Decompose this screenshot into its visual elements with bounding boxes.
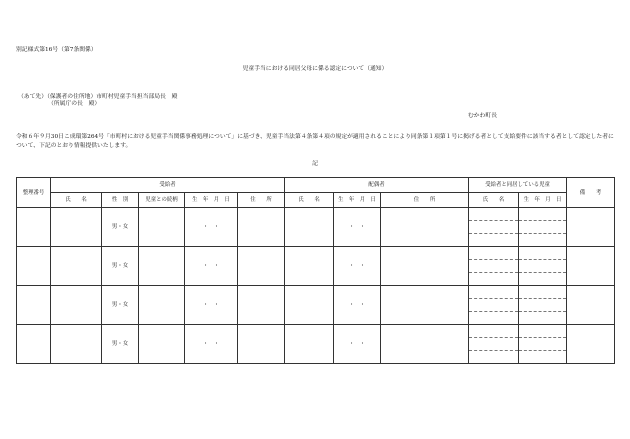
- spouse-name-cell[interactable]: [285, 208, 334, 247]
- header-child-name: 氏 名: [469, 193, 519, 208]
- header-spouse-dob: 生 年 月 日: [334, 193, 381, 208]
- recipient-address-cell[interactable]: [238, 286, 285, 325]
- header-child-dob: 生 年 月 日: [519, 193, 567, 208]
- spouse-dob-cell[interactable]: ・ ・: [334, 247, 381, 286]
- spouse-address-cell[interactable]: [381, 247, 469, 286]
- spouse-dob-cell[interactable]: ・ ・: [334, 286, 381, 325]
- recipient-dob-cell[interactable]: ・ ・: [185, 208, 238, 247]
- header-spouse-address: 住 所: [381, 193, 469, 208]
- recipient-dob-cell[interactable]: ・ ・: [185, 247, 238, 286]
- relation-cell[interactable]: [139, 286, 185, 325]
- child-dob-cell[interactable]: [519, 247, 567, 286]
- seiri-number-cell[interactable]: [17, 247, 51, 286]
- addressee-alt-line: （所属庁の長 殿）: [48, 101, 101, 107]
- header-recipient-group: 受給者: [51, 178, 285, 193]
- header-children-group: 受給者と同居している児童: [469, 178, 567, 193]
- notice-body-text: 令和６年９月30日こ成環第264号「市町村における児童手当関係事務処理について」に基づき、児童手当法第４条第４項の規定が適用されることにより同条第１項第１号に掲げる者として支給要件に該当する者として認定した者について、下記のとおり情報提供いたします。: [16, 134, 614, 149]
- child-dob-cell[interactable]: [519, 325, 567, 364]
- child-dob-cell[interactable]: [519, 208, 567, 247]
- remarks-cell[interactable]: [567, 325, 615, 364]
- header-recipient-name: 氏 名: [51, 193, 102, 208]
- header-recipient-relation: 児童との続柄: [139, 193, 185, 208]
- remarks-cell[interactable]: [567, 208, 615, 247]
- recipient-address-cell[interactable]: [238, 325, 285, 364]
- gender-cell[interactable]: 男・女: [102, 247, 139, 286]
- header-spouse-group: 配偶者: [285, 178, 469, 193]
- relation-cell[interactable]: [139, 208, 185, 247]
- spouse-address-cell[interactable]: [381, 208, 469, 247]
- recipient-name-cell[interactable]: [51, 286, 102, 325]
- gender-cell[interactable]: 男・女: [102, 208, 139, 247]
- child-name-cell[interactable]: [469, 286, 519, 325]
- spouse-address-cell[interactable]: [381, 325, 469, 364]
- spouse-name-cell[interactable]: [285, 247, 334, 286]
- child-name-cell[interactable]: [469, 208, 519, 247]
- spouse-name-cell[interactable]: [285, 325, 334, 364]
- seiri-number-cell[interactable]: [17, 286, 51, 325]
- child-name-cell[interactable]: [469, 247, 519, 286]
- form-number-label: 別記様式第16号（第7条関係）: [16, 47, 97, 53]
- spouse-name-cell[interactable]: [285, 286, 334, 325]
- recipient-name-cell[interactable]: [51, 325, 102, 364]
- recipient-dob-cell[interactable]: ・ ・: [185, 325, 238, 364]
- child-name-cell[interactable]: [469, 325, 519, 364]
- recipient-dob-cell[interactable]: ・ ・: [185, 286, 238, 325]
- gender-cell[interactable]: 男・女: [102, 325, 139, 364]
- remarks-cell[interactable]: [567, 247, 615, 286]
- document-title: 児童手当における同居父母に係る認定について（通知）: [242, 66, 388, 72]
- header-seiri-number: 整理番号: [17, 178, 51, 208]
- seiri-number-cell[interactable]: [17, 208, 51, 247]
- table-row: [17, 208, 615, 247]
- seiri-number-cell[interactable]: [17, 325, 51, 364]
- spouse-dob-cell[interactable]: ・ ・: [334, 325, 381, 364]
- header-recipient-address: 住 所: [238, 193, 285, 208]
- header-recipient-gender: 性 別: [102, 193, 139, 208]
- table-row: [17, 286, 615, 325]
- gender-cell[interactable]: 男・女: [102, 286, 139, 325]
- header-spouse-name: 氏 名: [285, 193, 334, 208]
- table-row: [17, 325, 615, 364]
- relation-cell[interactable]: [139, 247, 185, 286]
- remarks-cell[interactable]: [567, 286, 615, 325]
- table-row: [17, 247, 615, 286]
- header-remarks: 備 考: [567, 178, 615, 208]
- spouse-address-cell[interactable]: [381, 286, 469, 325]
- spouse-dob-cell[interactable]: ・ ・: [334, 208, 381, 247]
- recipient-name-cell[interactable]: [51, 247, 102, 286]
- addressee-line: （あて先）（保護者の住所地）市町村児童手当担当部局長 殿: [18, 94, 178, 100]
- recipient-address-cell[interactable]: [238, 247, 285, 286]
- sender-name: むかわ町長: [468, 113, 497, 119]
- recipient-name-cell[interactable]: [51, 208, 102, 247]
- relation-cell[interactable]: [139, 325, 185, 364]
- header-recipient-dob: 生 年 月 日: [185, 193, 238, 208]
- child-dob-cell[interactable]: [519, 286, 567, 325]
- info-table: [16, 177, 615, 364]
- record-mark: 記: [312, 161, 318, 167]
- recipient-address-cell[interactable]: [238, 208, 285, 247]
